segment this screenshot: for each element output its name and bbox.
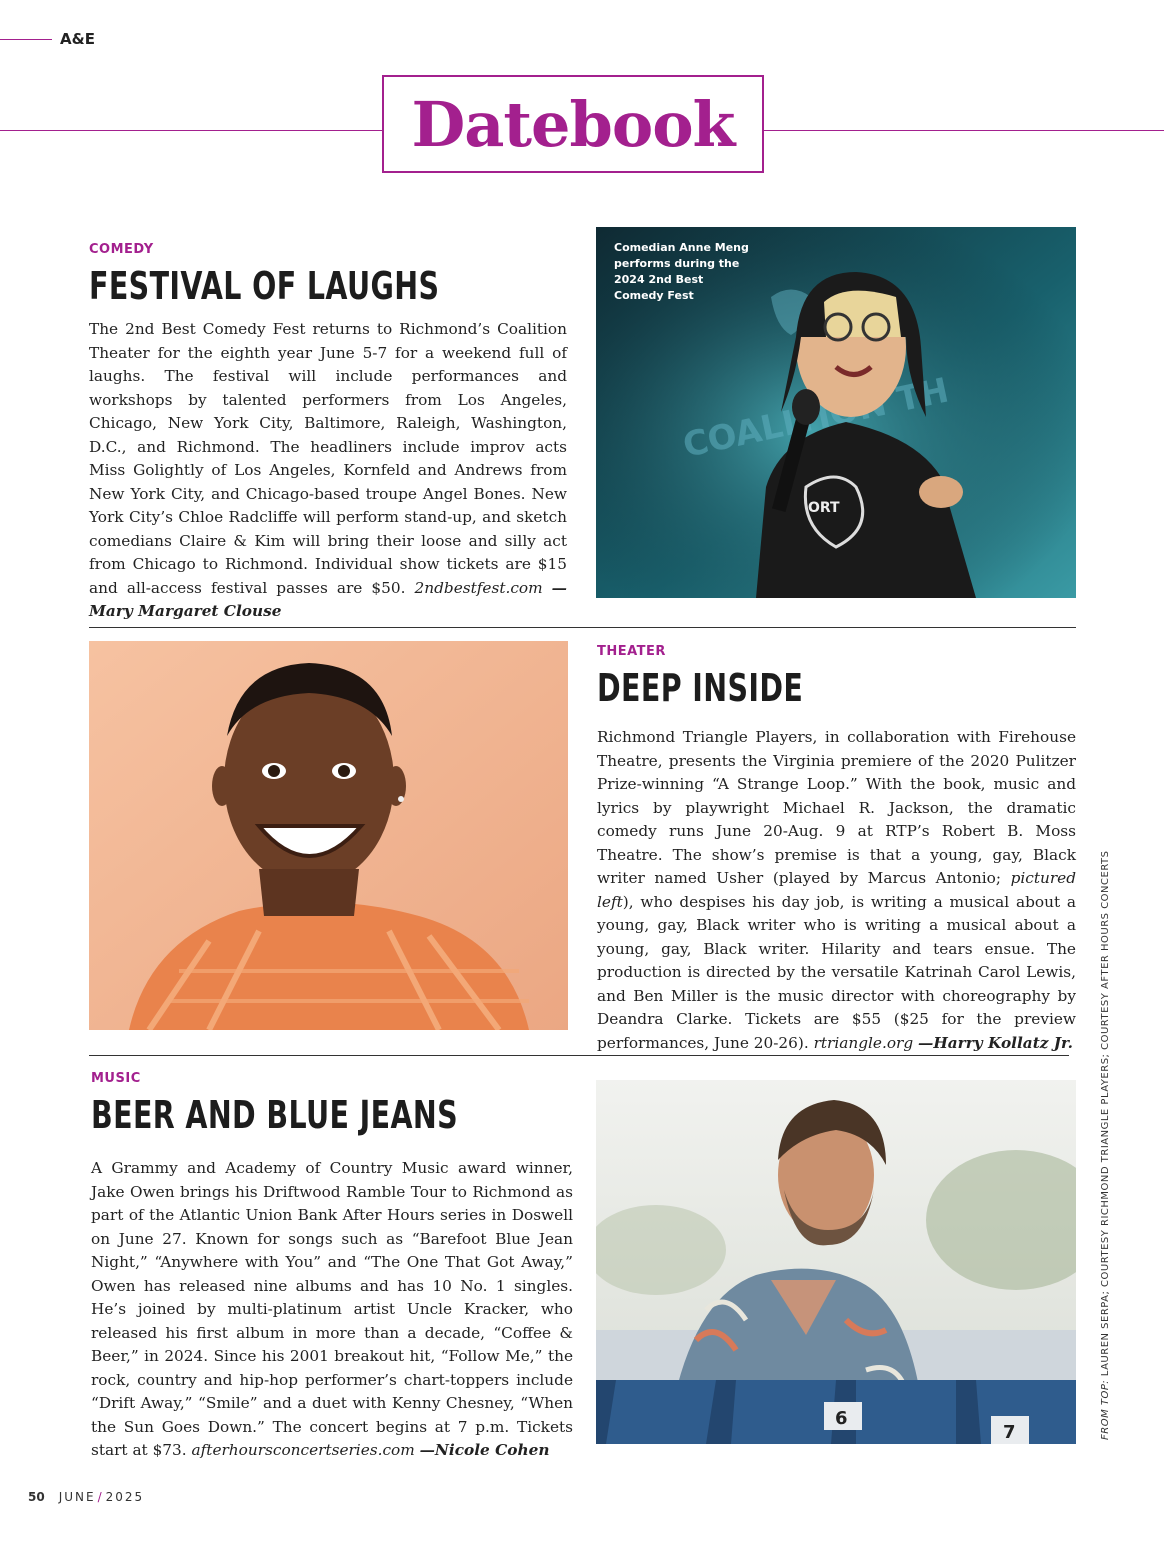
theater-byline: —Harry Kollatz Jr.	[918, 1033, 1074, 1052]
theater-body-text: Richmond Triangle Players, in collaboration with Firehouse Theatre, presents the Virginia premiere of the 2020 Pulitzer Prize-winning “A Strange Loop.” With the book, music and lyrics by playwright Michael R. Jackson, the dramatic comedy runs June 20-Aug. 9 at RTP’s Robert B. Moss Theatre. The show’s premise is that a young, gay, Black writer named Usher (played by Marcus Antonio;	[597, 728, 1076, 887]
header-rule-left	[0, 39, 52, 40]
masthead-rule-right	[764, 130, 1164, 131]
comedy-photo	[596, 227, 1076, 598]
music-kicker: MUSIC	[91, 1071, 141, 1086]
issue-month: JUNE	[58, 1490, 96, 1504]
theater-headline: DEEP INSIDE	[597, 666, 804, 710]
theater-kicker: THEATER	[597, 644, 666, 659]
svg-text:7: 7	[1003, 1422, 1016, 1443]
section-label: A&E	[60, 30, 95, 48]
music-photo	[596, 1080, 1076, 1444]
photo-credit-text: LAUREN SERPA; COURTESY RICHMOND TRIANGLE PLAYERS; COURTESY AFTER HOURS CONCERTS	[1100, 850, 1111, 1377]
svg-text:ORT: ORT	[808, 500, 840, 516]
actor-portrait-image	[89, 641, 568, 1030]
music-headline: BEER AND BLUE JEANS	[91, 1093, 459, 1137]
svg-text:6: 6	[835, 1408, 848, 1429]
page-title: Datebook	[411, 87, 735, 161]
theater-website-link[interactable]: rtriangle.org	[813, 1033, 914, 1052]
issue-year: 2025	[105, 1490, 145, 1504]
masthead	[382, 75, 764, 173]
music-body	[91, 1157, 573, 1463]
comedy-website-link[interactable]: 2ndbestfest.com	[414, 578, 543, 597]
theater-body-italic: pictured left	[597, 869, 1076, 911]
photo-credit-lead: FROM TOP:	[1100, 1379, 1111, 1440]
photo-credit	[1100, 850, 1111, 1440]
comedy-photo-caption: Comedian Anne Meng performs during the 2024 2nd Best Comedy Fest	[614, 241, 749, 302]
comedy-byline: —Mary Margaret Clouse	[89, 578, 567, 620]
music-body-text: A Grammy and Academy of Country Music award winner, Jake Owen brings his Driftwood Ramble Tour to Richmond as part of the Atlantic Union Bank After Hours series in Doswell on June 27. Known for songs such as “Barefoot Blue Jean Night,” “Anywhere with You” and “The One That Got Away,” Owen has released nine albums and has 10 No. 1 singles. He’s joined by multi-platinum artist Uncle Kracker, who released his first album in more than a decade, “Coffee & Beer,” in 2024. Since his 2001 breakout hit, “Follow Me,” the rock, country and hip-hop performer’s chart-toppers include “Drift Away,” “Smile” and a duet with Kenny Chesney, “When the Sun Goes Down.” The concert begins at 7 p.m. Tickets start at $73.	[91, 1159, 573, 1459]
comedy-headline: FESTIVAL OF LAUGHS	[89, 264, 440, 308]
theater-body-text-end: ), who despises his day job, is writing a musical about a young, gay, Black writer who is writing a musical about a young, gay, Black writer. Hilarity and tears ensue. The production is directed by the versatile Katrinah Carol Lewis, and Ben Miller is the music director with choreography by Deandra Clarke. Tickets are $55 ($25 for the preview performances, June 20-26).	[597, 892, 1076, 1052]
music-website-link[interactable]: afterhoursconcertseries.com	[191, 1441, 415, 1459]
masthead-rule-left	[0, 130, 382, 131]
section-divider-2	[89, 1055, 1069, 1056]
svg-text:COALITION TH: COALITION	[679, 383, 891, 466]
comedy-kicker: COMEDY	[89, 242, 154, 257]
musician-image	[596, 1080, 1076, 1444]
page-number: 50	[28, 1490, 45, 1504]
folio-separator: /	[97, 1490, 104, 1504]
theater-body	[597, 726, 1076, 1055]
page-folio	[28, 1490, 144, 1504]
comedy-body	[89, 318, 567, 624]
music-byline: —Nicole Cohen	[419, 1441, 550, 1459]
theater-photo	[89, 641, 568, 1030]
comedy-body-text: The 2nd Best Comedy Fest returns to Richmond’s Coalition Theater for the eighth year June 5-7 for a weekend full of laughs. The festival will include performances and workshops by talented performers from Los Angeles, Chicago, New York City, Baltimore, Raleigh, Washington, D.C., and Richmond. The headliners include improv acts Miss Golightly of Los Angeles, Kornfeld and Andrews from New York City, and Chicago-based troupe Angel Bones. New York City’s Chloe Radcliffe will perform stand-up, and sketch comedians Claire & Kim will bring their loose and silly act from Chicago to Richmond. Individual show tickets are $15 and all-access festival passes are $50.	[89, 320, 567, 597]
section-divider-1	[89, 627, 1076, 628]
